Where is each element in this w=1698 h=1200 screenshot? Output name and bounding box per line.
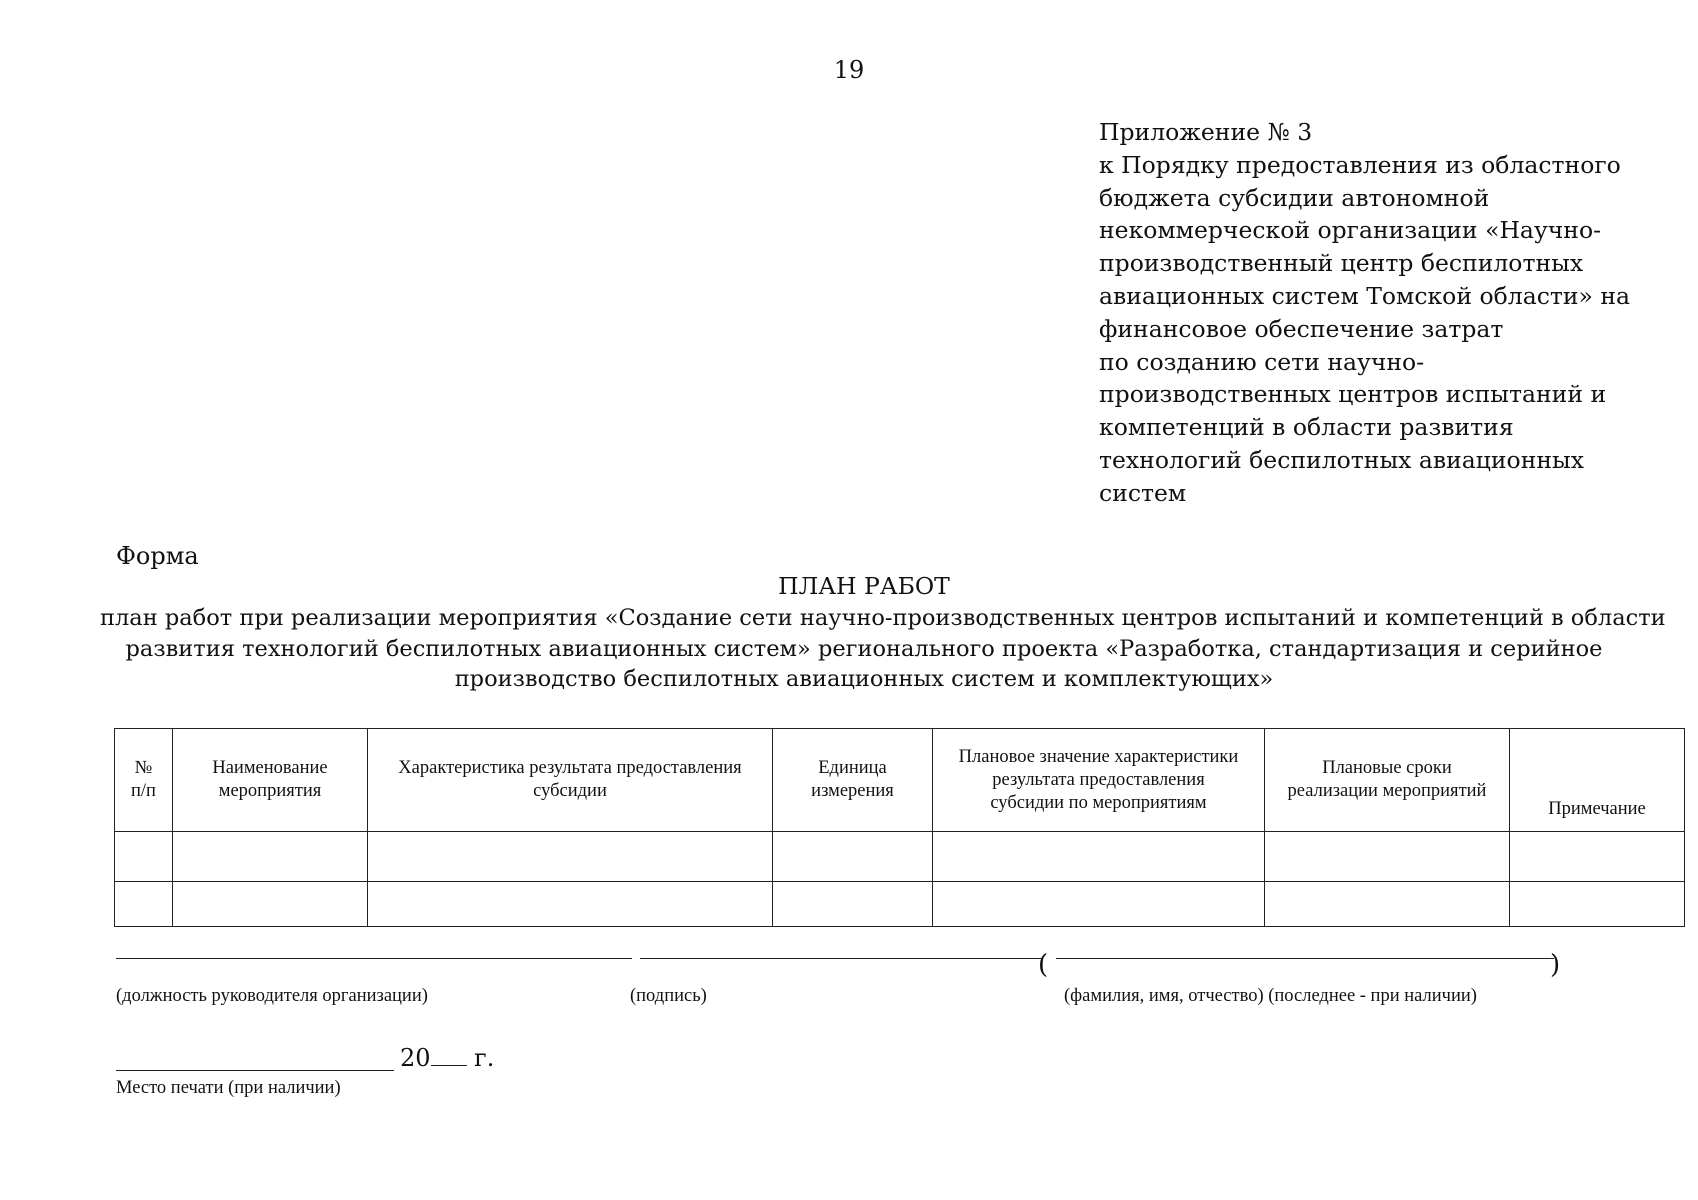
plan-subtitle-line: развития технологий беспилотных авиационных систем» регионального проекта «Разработка, стандартизация и серийное	[125, 635, 1603, 662]
table-cell[interactable]	[173, 832, 368, 882]
name-caption: (фамилия, имя, отчество) (последнее - при наличии)	[1064, 986, 1477, 1006]
plan-subtitle-line: производство беспилотных авиационных систем и комплектующих»	[454, 666, 1274, 692]
header-unit: Единица измерения	[773, 729, 933, 832]
plan-subtitle	[100, 603, 1666, 695]
appendix-line: производственных центров испытаний и	[1099, 380, 1607, 409]
table-cell[interactable]	[1265, 882, 1510, 927]
position-line[interactable]	[116, 958, 632, 959]
header-event-name: Наименование мероприятия	[173, 729, 368, 832]
header-planned-dates: Плановые сроки реализации мероприятий	[1265, 729, 1510, 832]
date-line[interactable]	[116, 1070, 394, 1071]
appendix-line: финансовое обеспечение затрат	[1099, 314, 1504, 343]
name-line[interactable]	[1056, 958, 1554, 959]
appendix-line: производственный центр беспилотных	[1099, 249, 1584, 278]
page-number: 19	[833, 56, 865, 84]
table-cell[interactable]	[933, 882, 1265, 927]
appendix-line: некоммерческой организации «Научно-	[1099, 216, 1602, 245]
table-cell[interactable]	[368, 882, 773, 927]
open-parenthesis: (	[1038, 950, 1049, 980]
appendix-line: компетенций в области развития	[1099, 413, 1514, 442]
appendix-line: по созданию сети научно-	[1099, 347, 1425, 376]
header-note: Примечание	[1510, 729, 1685, 832]
table-row	[115, 882, 1685, 927]
table-cell[interactable]	[773, 832, 933, 882]
table-cell[interactable]	[173, 882, 368, 927]
close-parenthesis: )	[1550, 950, 1561, 980]
header-result-characteristic: Характеристика результата предоставления субсидии	[368, 729, 773, 832]
date-year	[400, 1043, 494, 1072]
table-cell[interactable]	[1510, 882, 1685, 927]
table-cell[interactable]	[773, 882, 933, 927]
signature-caption: (подпись)	[630, 986, 707, 1006]
year-blank[interactable]	[431, 1043, 467, 1066]
appendix-block	[1099, 116, 1659, 510]
table-cell[interactable]	[1265, 832, 1510, 882]
header-planned-value: Плановое значение характеристики результата предоставления субсидии по мероприятиям	[933, 729, 1265, 832]
form-label: Форма	[116, 542, 199, 570]
position-caption: (должность руководителя организации)	[116, 986, 428, 1006]
appendix-line: Приложение № 3	[1099, 118, 1313, 146]
table-cell[interactable]	[933, 832, 1265, 882]
appendix-line: к Порядку предоставления из областного	[1099, 150, 1621, 179]
date-year-prefix: 20	[400, 1044, 431, 1072]
signature-line[interactable]	[640, 958, 1042, 959]
table-cell[interactable]	[115, 832, 173, 882]
stamp-caption: Место печати (при наличии)	[116, 1078, 341, 1098]
table-cell[interactable]	[1510, 832, 1685, 882]
header-number: № п/п	[115, 729, 173, 832]
table-cell[interactable]	[368, 832, 773, 882]
plan-table	[114, 728, 1685, 927]
plan-subtitle-line: план работ при реализации мероприятия «Создание сети научно-производственных центров испытаний и компетенций в области	[100, 605, 1666, 631]
appendix-line: технологий беспилотных авиационных	[1099, 445, 1584, 474]
appendix-line: бюджета субсидии автономной	[1099, 183, 1490, 212]
date-year-suffix: г.	[466, 1044, 495, 1072]
plan-title: ПЛАН РАБОТ	[778, 572, 950, 600]
appendix-line: авиационных систем Томской области» на	[1099, 281, 1631, 310]
table-header-row	[115, 729, 1685, 832]
table-row	[115, 832, 1685, 882]
table-cell[interactable]	[115, 882, 173, 927]
appendix-line: систем	[1099, 478, 1187, 507]
